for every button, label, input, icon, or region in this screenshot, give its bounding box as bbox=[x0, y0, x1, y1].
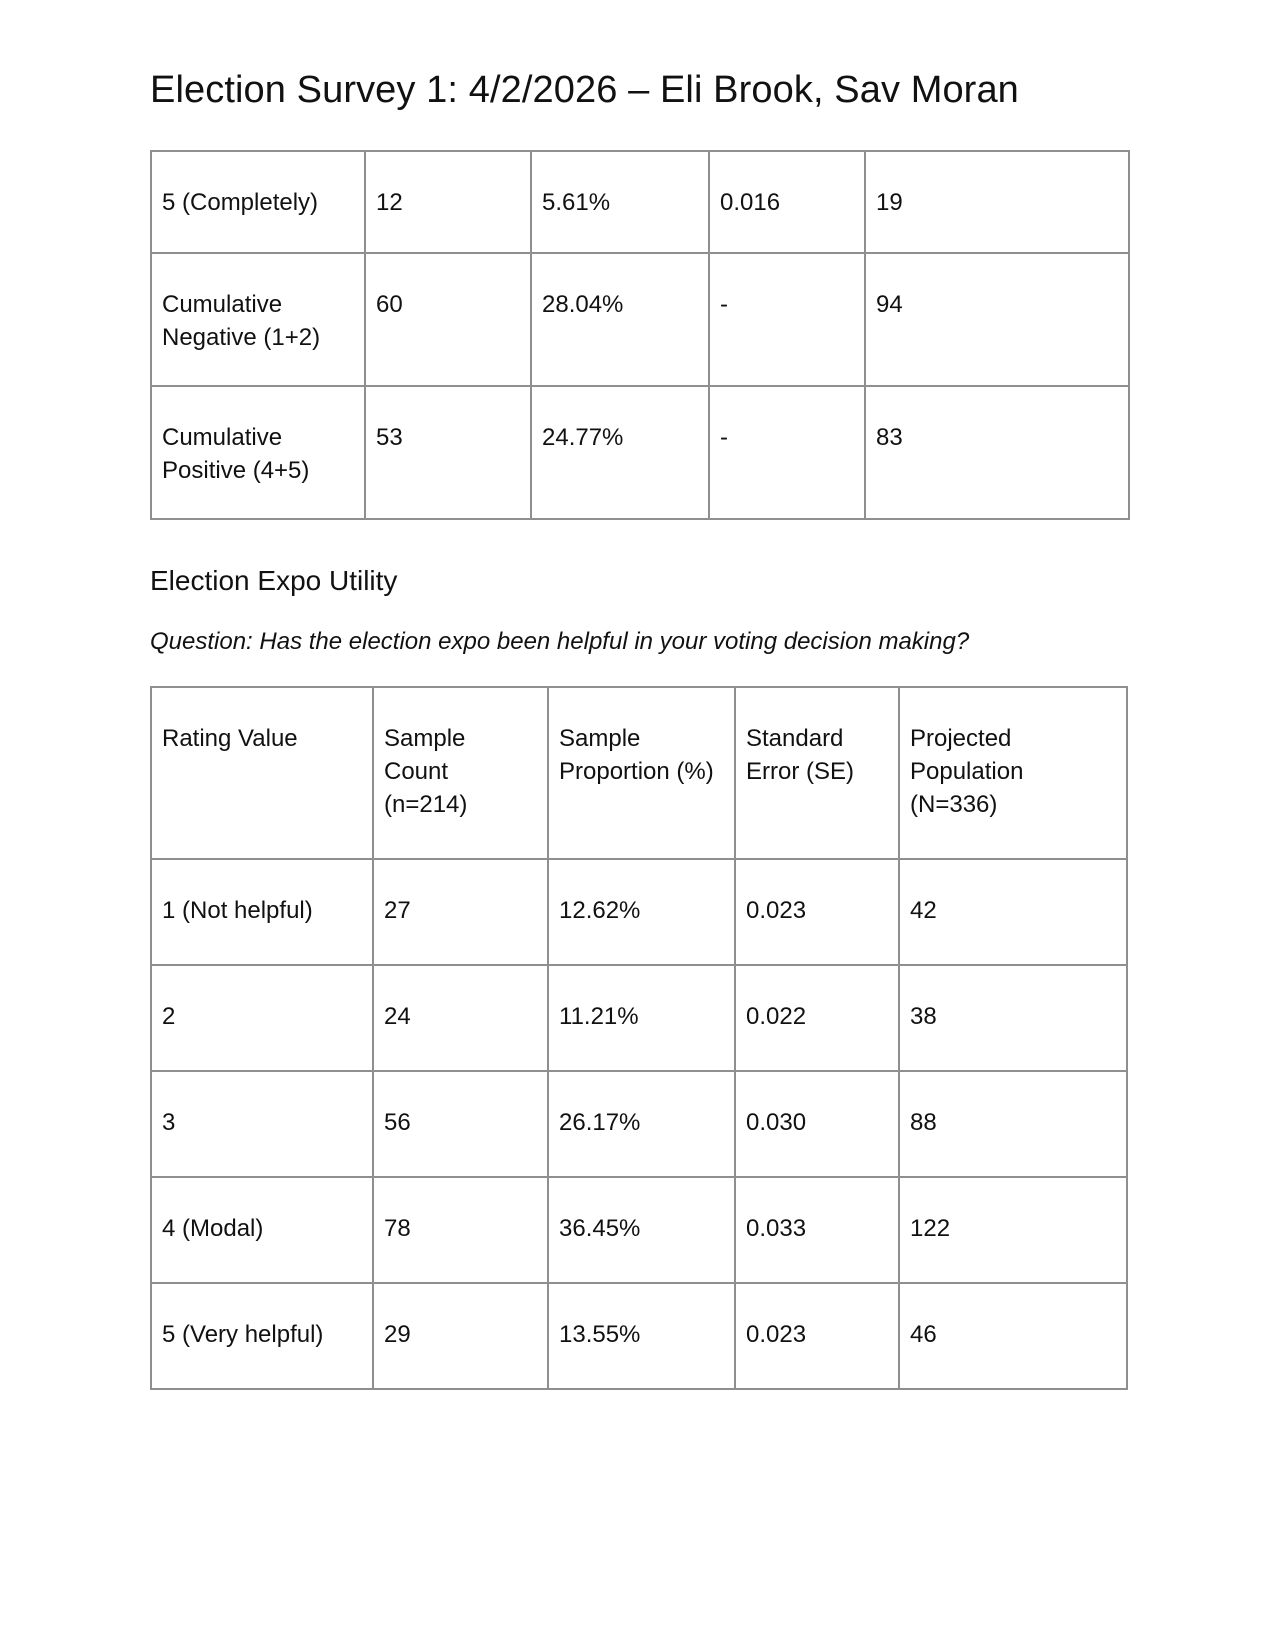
count-cell: 24 bbox=[373, 965, 548, 1071]
table-row bbox=[151, 859, 1127, 965]
proportion-cell: 36.45% bbox=[548, 1177, 735, 1283]
rating-label-line: Cumulative bbox=[162, 424, 283, 451]
proportion-cell: 11.21% bbox=[548, 965, 735, 1071]
count-cell: 60 bbox=[365, 253, 531, 386]
summary-table bbox=[150, 150, 1130, 520]
se-cell: 0.023 bbox=[735, 859, 899, 965]
header-line: Proportion (%) bbox=[559, 758, 714, 785]
se-cell: 0.016 bbox=[709, 151, 865, 253]
projected-cell: 38 bbox=[899, 965, 1127, 1071]
table-row bbox=[151, 386, 1129, 519]
proportion-cell: 26.17% bbox=[548, 1071, 735, 1177]
table-row bbox=[151, 965, 1127, 1071]
rating-cell bbox=[151, 253, 365, 386]
projected-cell: 42 bbox=[899, 859, 1127, 965]
proportion-cell: 24.77% bbox=[531, 386, 709, 519]
table-row bbox=[151, 1177, 1127, 1283]
rating-cell bbox=[151, 386, 365, 519]
count-cell: 78 bbox=[373, 1177, 548, 1283]
se-cell: 0.022 bbox=[735, 965, 899, 1071]
column-header-rating bbox=[151, 687, 373, 859]
rating-cell: 4 (Modal) bbox=[151, 1177, 373, 1283]
count-cell: 56 bbox=[373, 1071, 548, 1177]
column-header-se bbox=[735, 687, 899, 859]
column-header-projected bbox=[899, 687, 1127, 859]
table-row bbox=[151, 151, 1129, 253]
column-header-proportion bbox=[548, 687, 735, 859]
se-cell: 0.033 bbox=[735, 1177, 899, 1283]
header-line: (N=336) bbox=[910, 791, 998, 818]
table-row bbox=[151, 1071, 1127, 1177]
header-line: Sample bbox=[559, 725, 641, 752]
survey-question: Question: Has the election expo been helpful in your voting decision making? bbox=[150, 628, 970, 655]
header-line: Count bbox=[384, 758, 449, 785]
projected-cell: 46 bbox=[899, 1283, 1127, 1389]
header-line: Projected bbox=[910, 725, 1012, 752]
count-cell: 29 bbox=[373, 1283, 548, 1389]
proportion-cell: 12.62% bbox=[548, 859, 735, 965]
rating-label-line: Cumulative bbox=[162, 291, 283, 318]
rating-label-line: 5 (Completely) bbox=[162, 189, 319, 216]
projected-cell: 122 bbox=[899, 1177, 1127, 1283]
projected-cell: 88 bbox=[899, 1071, 1127, 1177]
rating-cell: 2 bbox=[151, 965, 373, 1071]
header-line: Error (SE) bbox=[746, 758, 854, 785]
proportion-cell: 13.55% bbox=[548, 1283, 735, 1389]
expo-utility-table bbox=[150, 686, 1128, 1390]
header-line: Population bbox=[910, 758, 1024, 785]
header-line: Rating Value bbox=[162, 725, 298, 752]
header-line: Sample bbox=[384, 725, 466, 752]
rating-label-line: Positive (4+5) bbox=[162, 457, 310, 484]
table-header-row bbox=[151, 687, 1127, 859]
se-cell: - bbox=[709, 253, 865, 386]
header-line: (n=214) bbox=[384, 791, 468, 818]
rating-cell: 3 bbox=[151, 1071, 373, 1177]
rating-label-line: Negative (1+2) bbox=[162, 324, 321, 351]
count-cell: 12 bbox=[365, 151, 531, 253]
table-row bbox=[151, 1283, 1127, 1389]
rating-cell: 1 (Not helpful) bbox=[151, 859, 373, 965]
count-cell: 53 bbox=[365, 386, 531, 519]
se-cell: 0.030 bbox=[735, 1071, 899, 1177]
projected-cell: 94 bbox=[865, 253, 1129, 386]
rating-cell: 5 (Very helpful) bbox=[151, 1283, 373, 1389]
header-line: Standard bbox=[746, 725, 844, 752]
projected-cell: 83 bbox=[865, 386, 1129, 519]
proportion-cell: 28.04% bbox=[531, 253, 709, 386]
table-row bbox=[151, 253, 1129, 386]
proportion-cell: 5.61% bbox=[531, 151, 709, 253]
projected-cell: 19 bbox=[865, 151, 1129, 253]
se-cell: 0.023 bbox=[735, 1283, 899, 1389]
count-cell: 27 bbox=[373, 859, 548, 965]
rating-cell bbox=[151, 151, 365, 253]
se-cell: - bbox=[709, 386, 865, 519]
page-title: Election Survey 1: 4/2/2026 – Eli Brook, Sav Moran bbox=[150, 69, 1019, 111]
section-heading: Election Expo Utility bbox=[150, 565, 398, 596]
column-header-count bbox=[373, 687, 548, 859]
